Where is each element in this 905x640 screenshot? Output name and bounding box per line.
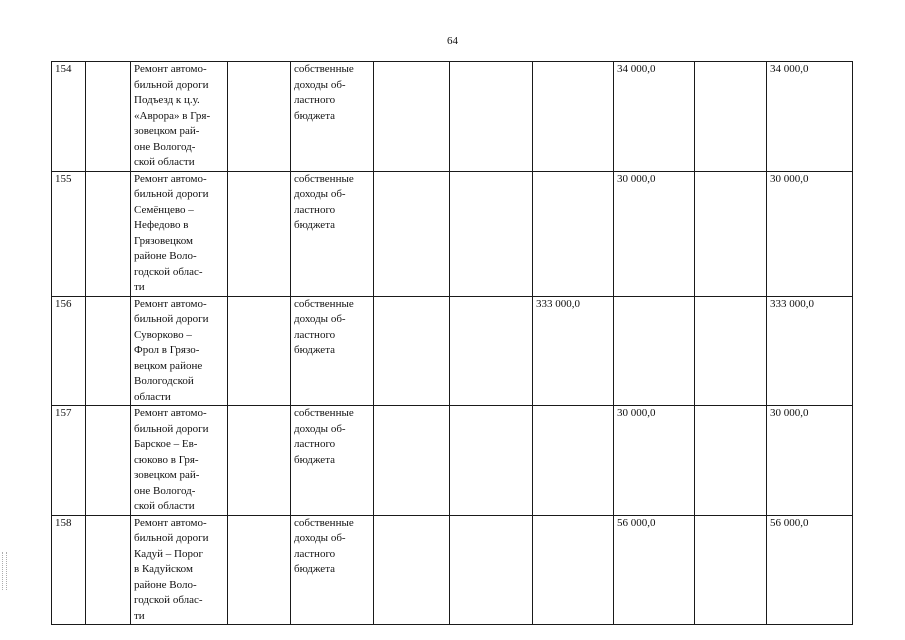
amount-col-a [374, 296, 450, 406]
object-description-text: Ремонт автомо- бильной дороги Кадуй – Порог в Кадуйском районе Воло- годской облас- ти [134, 516, 209, 622]
empty-cell [86, 296, 131, 406]
row-number: 156 [52, 296, 86, 406]
empty-cell [86, 62, 131, 172]
amount-col-c [533, 171, 614, 296]
amount-col-a [374, 171, 450, 296]
budget-table [51, 61, 853, 625]
amount-col-b [450, 296, 533, 406]
funding-source [291, 296, 374, 406]
amount-col-b [450, 62, 533, 172]
object-description [131, 171, 228, 296]
amount-col-b [450, 171, 533, 296]
amount-col-d [614, 296, 695, 406]
amount-col-c [533, 515, 614, 625]
row-number: 158 [52, 515, 86, 625]
funding-source-text: собственные доходы об- ластного бюджета [294, 63, 354, 122]
object-description-text: Ремонт автомо- бильной дороги Барское – Ев- сюково в Гря- зовецком рай- оне Вологод- ской области [134, 407, 209, 512]
amount-col-a [374, 515, 450, 625]
funding-source-text: собственные доходы об- ластного бюджета [294, 516, 354, 575]
empty-cell [228, 515, 291, 625]
amount-col-d: 30 000,0 [614, 406, 695, 516]
object-description-text: Ремонт автомо- бильной дороги Семёнцево – Нефедово в Грязовецком районе Воло- годской облас- ти [134, 172, 209, 293]
table-row [52, 406, 853, 516]
table-row [52, 296, 853, 406]
amount-col-b [450, 515, 533, 625]
funding-source-text: собственные доходы об- ластного бюджета [294, 407, 354, 466]
amount-total: 333 000,0 [767, 296, 853, 406]
amount-total: 56 000,0 [767, 515, 853, 625]
funding-source [291, 406, 374, 516]
empty-cell [86, 406, 131, 516]
page-number: 64 [447, 35, 458, 47]
object-description [131, 515, 228, 625]
amount-col-e [695, 515, 767, 625]
empty-cell [86, 515, 131, 625]
amount-col-e [695, 171, 767, 296]
amount-col-e [695, 62, 767, 172]
amount-total: 30 000,0 [767, 406, 853, 516]
row-number: 157 [52, 406, 86, 516]
object-description [131, 62, 228, 172]
row-number: 154 [52, 62, 86, 172]
amount-col-b [450, 406, 533, 516]
object-description-text: Ремонт автомо- бильной дороги Суворково – Фрол в Грязо- вецком районе Вологодской области [134, 297, 209, 403]
object-description-text: Ремонт автомо- бильной дороги Подъезд к ц.у. «Аврора» в Гря- зовецком рай- оне Вологод- ской области [134, 63, 211, 168]
amount-col-a [374, 62, 450, 172]
empty-cell [86, 171, 131, 296]
row-number: 155 [52, 171, 86, 296]
amount-col-e [695, 406, 767, 516]
object-description [131, 406, 228, 516]
amount-col-c [533, 406, 614, 516]
amount-col-d: 56 000,0 [614, 515, 695, 625]
funding-source [291, 62, 374, 172]
empty-cell [228, 406, 291, 516]
object-description [131, 296, 228, 406]
scan-margin-mark [2, 552, 7, 590]
amount-col-e [695, 296, 767, 406]
table-row [52, 171, 853, 296]
amount-col-c [533, 62, 614, 172]
table-row [52, 515, 853, 625]
amount-col-a [374, 406, 450, 516]
empty-cell [228, 62, 291, 172]
table-row [52, 62, 853, 172]
empty-cell [228, 296, 291, 406]
empty-cell [228, 171, 291, 296]
amount-col-d: 30 000,0 [614, 171, 695, 296]
funding-source-text: собственные доходы об- ластного бюджета [294, 172, 354, 231]
funding-source [291, 515, 374, 625]
amount-col-c: 333 000,0 [533, 296, 614, 406]
funding-source [291, 171, 374, 296]
amount-total: 34 000,0 [767, 62, 853, 172]
funding-source-text: собственные доходы об- ластного бюджета [294, 297, 354, 356]
amount-total: 30 000,0 [767, 171, 853, 296]
amount-col-d: 34 000,0 [614, 62, 695, 172]
